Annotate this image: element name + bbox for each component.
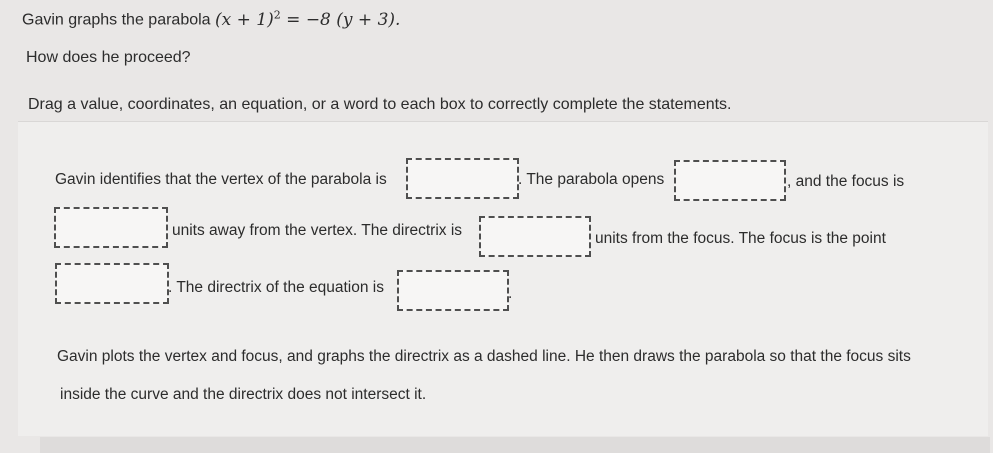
question-text: How does he proceed? [26, 49, 191, 66]
final-period: . [508, 285, 513, 302]
focus-point-drop-box[interactable] [55, 263, 169, 304]
plot-description-line-1: Gavin plots the vertex and focus, and graphs the directrix as a dashed line. He then draws the parabola so that the focus sits [57, 348, 911, 365]
opens-direction-drop-box[interactable] [674, 160, 786, 201]
instruction-text: Drag a value, coordinates, an equation, or a word to each box to correctly complete the statements. [28, 96, 732, 113]
focus-statement-text: , and the focus is [787, 173, 905, 190]
problem-prompt [22, 8, 400, 30]
directrix-distance-drop-box[interactable] [479, 216, 591, 257]
directrix-equation-text: . The directrix of the equation is [168, 279, 384, 296]
prompt-intro: Gavin graphs the parabola [22, 11, 211, 29]
focus-distance-drop-box[interactable] [54, 207, 168, 248]
vertex-statement-text: Gavin identifies that the vertex of the parabola is [55, 171, 387, 188]
vertex-drop-box[interactable] [406, 158, 519, 199]
directrix-equation-drop-box[interactable] [397, 270, 509, 311]
parabola-equation: $(x + 1)^2 = -8$ (y + 3). [215, 8, 401, 30]
opens-statement-text: . The parabola opens [518, 171, 665, 188]
plot-description-line-2: inside the curve and the directrix does not intersect it. [60, 386, 427, 403]
bottom-band [40, 437, 990, 453]
units-away-text: units away from the vertex. The directrix is [172, 222, 463, 239]
units-from-focus-text: units from the focus. The focus is the point [595, 230, 886, 247]
